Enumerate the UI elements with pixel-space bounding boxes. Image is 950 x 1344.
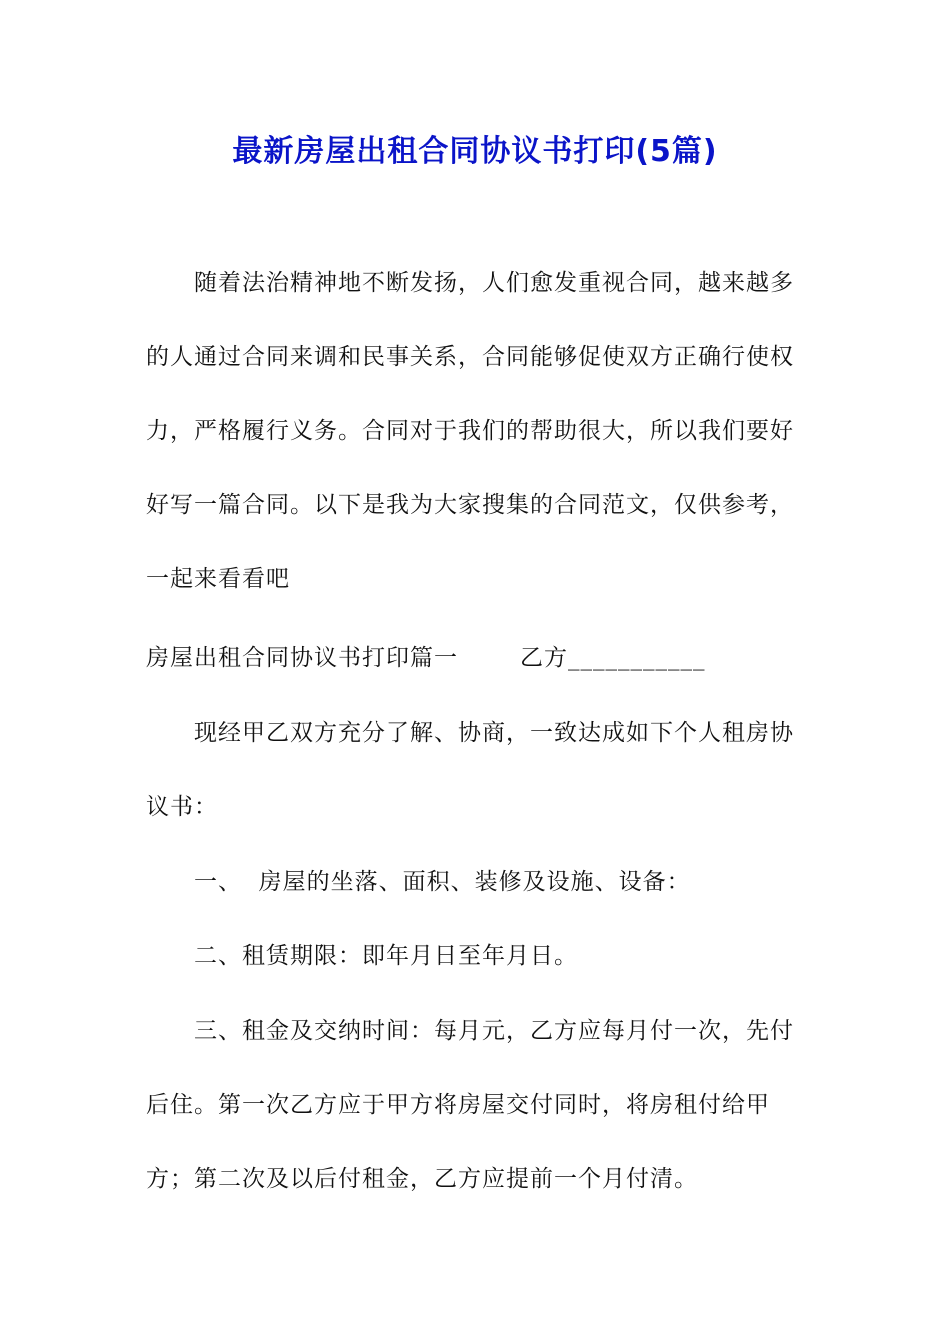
section-heading: 房屋出租合同协议书打印篇一 <box>146 645 458 671</box>
section-heading-line <box>146 638 706 678</box>
intro-paragraph: 随着法治精神地不断发扬，人们愈发重视合同，越来越多的人通过合同来调和民事关系，合同能够促使双方正确行使权力，严格履行义务。合同对于我们的帮助很大，所以我们要好好写一篇合同。以下是我为大家搜集的合同范文，仅供参考，一起来看看吧 <box>146 270 794 592</box>
document-title: 最新房屋出租合同协议书打印(5篇) <box>232 134 718 169</box>
clause-2: 二、租赁期限：即年月日至年月日。 <box>194 943 578 969</box>
agreement-intro-paragraph: 现经甲乙双方充分了解、协商，一致达成如下个人租房协议书： <box>146 720 794 820</box>
party-b-field: 乙方___________ <box>520 645 706 671</box>
clause-3: 三、租金及交纳时间：每月元，乙方应每月付一次，先付后住。第一次乙方应于甲方将房屋交付同时，将房租付给甲方；第二次及以后付租金，乙方应提前一个月付清。 <box>146 1018 794 1192</box>
clause-1: 一、 房屋的坐落、面积、装修及设施、设备： <box>194 869 691 895</box>
